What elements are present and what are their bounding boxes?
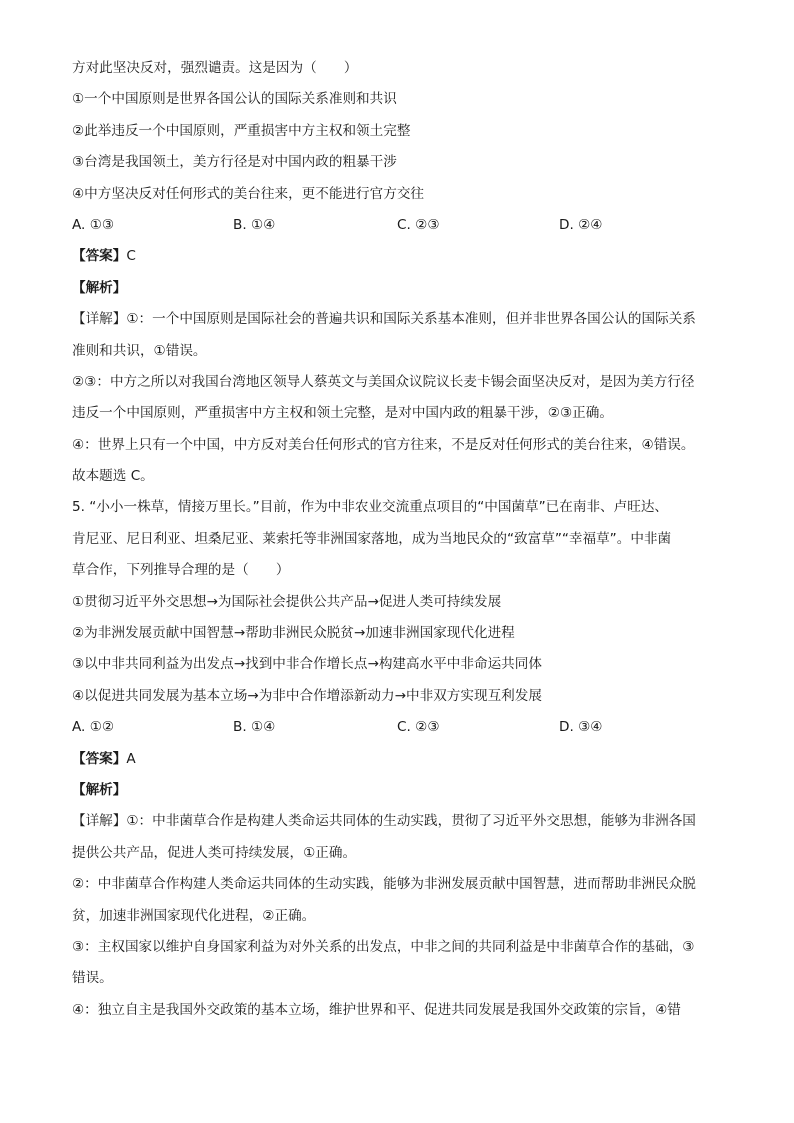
q5-answer xyxy=(72,749,732,769)
q4-answer-value: C xyxy=(126,248,136,265)
q4-item-1: ①一个中国原则是世界各国公认的国际关系准则和共识 xyxy=(72,91,397,108)
q5-option-a: A. ①② xyxy=(72,719,115,736)
q5-detail-line-5: ③：主权国家以维护自身国家利益为对外关系的出发点，中非之间的共同利益是中非菌草合作的基础，③ xyxy=(72,938,695,955)
q4-detail-line-1 xyxy=(72,309,732,329)
q5-answer-value: A xyxy=(126,750,136,767)
q5-detail-line-2: 提供公共产品，促进人类可持续发展，①正确。 xyxy=(72,844,357,861)
q4-detail-line-5: ④：世界上只有一个中国，中方反对美台任何形式的官方往来，不是反对任何形式的美台往来，④错误。 xyxy=(72,436,695,453)
q5-item-1: ①贯彻习近平外交思想→为国际社会提供公共产品→促进人类可持续发展 xyxy=(72,593,502,610)
q5-item-4: ④以促进共同发展为基本立场→为非中合作增添新动力→中非双方实现互利发展 xyxy=(72,687,542,704)
q4-answer xyxy=(72,246,732,266)
q4-detail-line-4: 违反一个中国原则，严重损害中方主权和领土完整，是对中国内政的粗暴干涉，②③正确。 xyxy=(72,405,613,422)
q5-item-2: ②为非洲发展贡献中国智慧→帮助非洲民众脱贫→加速非洲国家现代化进程 xyxy=(72,625,515,642)
q4-option-d: D. ②④ xyxy=(559,216,603,233)
q5-detail-line-3: ②：中非菌草合作构建人类命运共同体的生动实践，能够为非洲发展贡献中国智慧，进而帮助非洲民众脱 xyxy=(72,876,696,893)
q4-detail-line-6: 故本题选 C。 xyxy=(72,468,154,485)
document-page xyxy=(72,58,732,1031)
q4-detail-text-1: ①：一个中国原则是国际社会的普遍共识和国际关系基本准则，但并非世界各国公认的国际关系 xyxy=(126,311,696,328)
q4-analysis-label: 【解析】 xyxy=(72,279,127,296)
q4-option-c: C. ②③ xyxy=(397,216,440,233)
q4-detail-label: 【详解】 xyxy=(72,311,127,328)
q5-detail-line-1 xyxy=(72,811,732,831)
q4-item-4: ④中方坚决反对任何形式的美台往来，更不能进行官方交往 xyxy=(72,185,425,202)
q4-options xyxy=(72,215,732,235)
q4-item-2: ②此举违反一个中国原则，严重损害中方主权和领土完整 xyxy=(72,122,411,139)
q4-stem-tail: 方对此坚决反对，强烈谴责。这是因为（ ） xyxy=(72,60,358,76)
q5-stem-2: 肯尼亚、尼日利亚、坦桑尼亚、莱索托等非洲国家落地，成为当地民众的“致富草”“幸福草”。中非菌 xyxy=(72,530,672,547)
q5-detail-line-7: ④：独立自主是我国外交政策的基本立场，维护世界和平、促进共同发展是我国外交政策的宗旨，④错 xyxy=(72,1001,681,1018)
q5-detail-text-1: ①：中非菌草合作是构建人类命运共同体的生动实践，贯彻了习近平外交思想，能够为非洲各国 xyxy=(126,813,696,830)
q5-detail-line-4: 贫，加速非洲国家现代化进程，②正确。 xyxy=(72,907,316,924)
q5-detail-line-6: 错误。 xyxy=(72,970,113,987)
q5-analysis-label: 【解析】 xyxy=(72,781,127,798)
q4-option-b: B. ①④ xyxy=(233,216,276,233)
q5-stem-1: 5. “小小一株草，情接万里长。”目前，作为中非农业交流重点项目的“中国菌草”已在南非、卢旺达、 xyxy=(72,499,669,516)
q5-item-3: ③以中非共同利益为出发点→找到中非合作增长点→构建高水平中非命运共同体 xyxy=(72,656,542,673)
q4-answer-label: 【答案】 xyxy=(72,248,127,265)
q5-stem-3: 草合作，下列推导合理的是（ ） xyxy=(72,562,290,579)
q5-answer-label: 【答案】 xyxy=(72,750,127,767)
q5-options xyxy=(72,717,732,737)
q5-option-d: D. ③④ xyxy=(559,719,603,736)
q4-item-3: ③台湾是我国领土，美方行径是对中国内政的粗暴干涉 xyxy=(72,154,397,171)
q4-detail-line-3: ②③：中方之所以对我国台湾地区领导人蔡英文与美国众议院议长麦卡锡会面坚决反对，是因为美方行径 xyxy=(72,373,695,390)
q4-detail-line-2: 准则和共识，①错误。 xyxy=(72,342,207,359)
q5-detail-label: 【详解】 xyxy=(72,813,127,830)
q5-option-c: C. ②③ xyxy=(397,719,440,736)
q4-option-a: A. ①③ xyxy=(72,216,115,233)
q5-option-b: B. ①④ xyxy=(233,719,276,736)
